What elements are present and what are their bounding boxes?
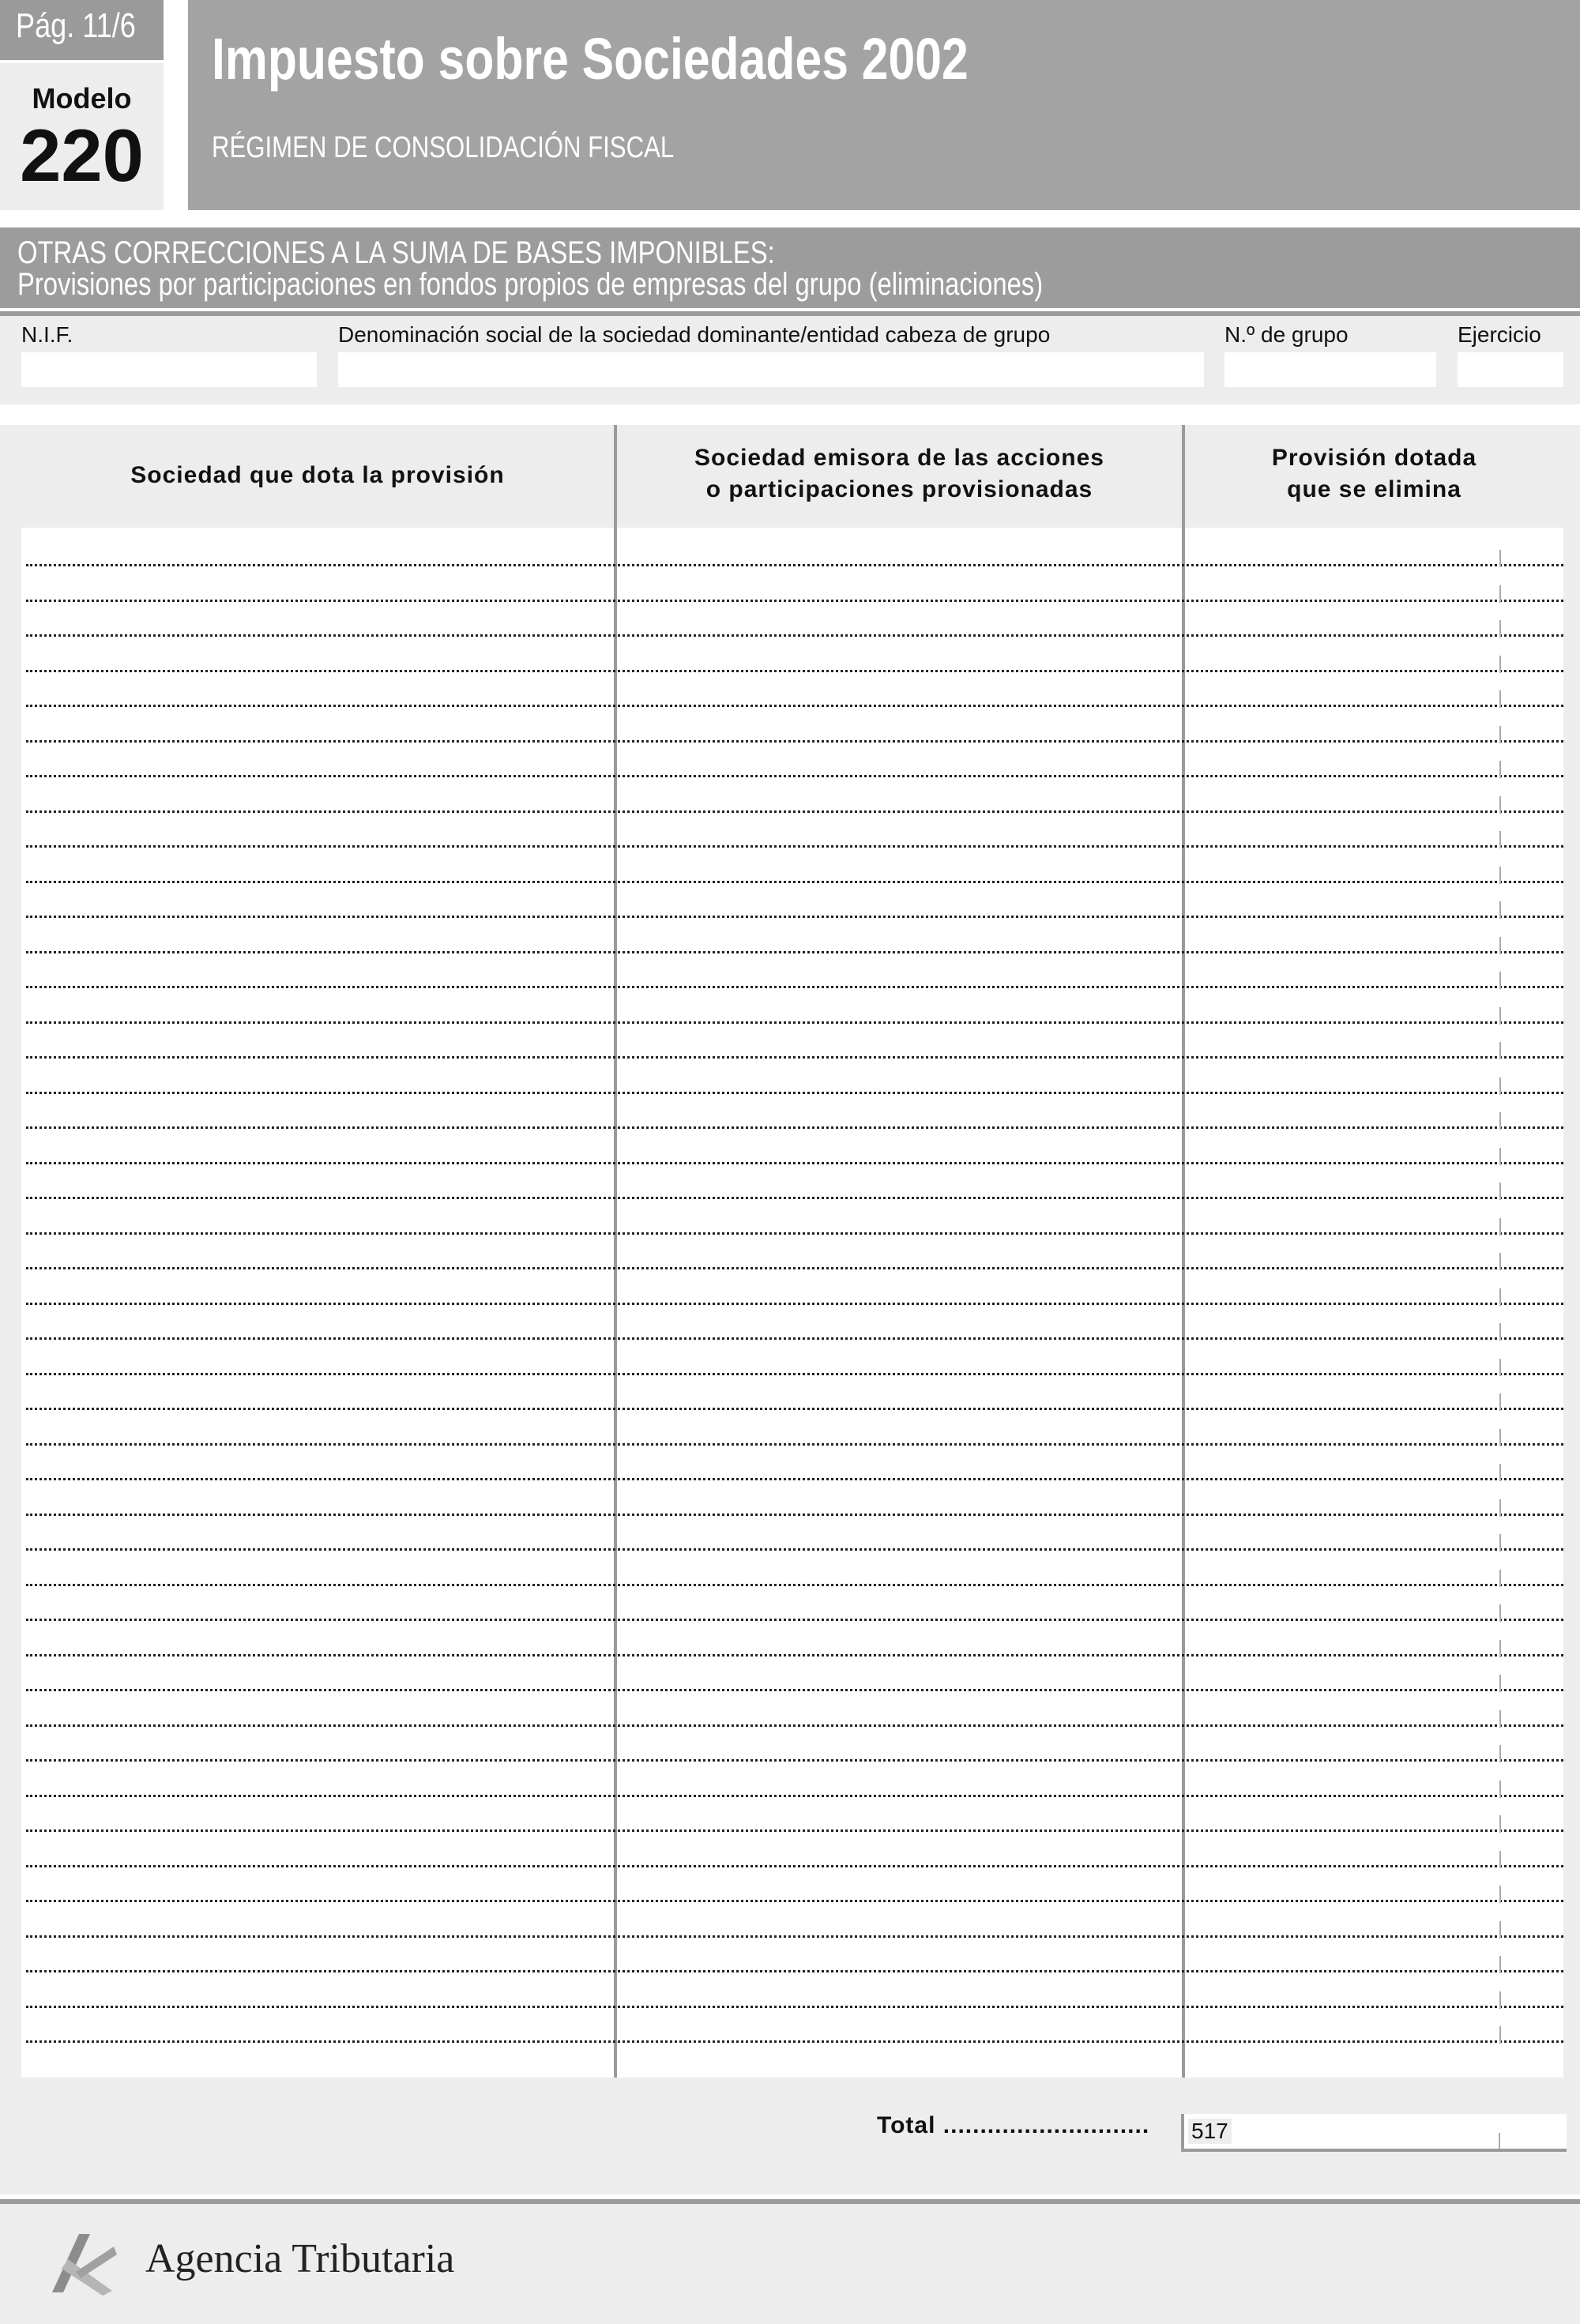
agency-logo-icon <box>44 2228 120 2299</box>
decimal-tick <box>1499 1640 1501 1657</box>
agency-name: Agencia Tributaria <box>145 2236 455 2281</box>
decimal-tick <box>1499 937 1501 954</box>
entry-row[interactable] <box>26 1689 1563 1691</box>
entry-row[interactable] <box>26 740 1563 743</box>
col-header-line: que se elimina <box>1287 476 1462 502</box>
decimal-tick <box>1499 1323 1501 1341</box>
entry-row[interactable] <box>26 1514 1563 1516</box>
decimal-tick <box>1499 690 1501 708</box>
entry-row[interactable] <box>26 1021 1563 1024</box>
total-field[interactable] <box>1181 2114 1567 2152</box>
entry-row[interactable] <box>26 1443 1563 1446</box>
ejercicio-field[interactable] <box>1458 352 1563 387</box>
decimal-tick <box>1499 1148 1501 1165</box>
entry-row[interactable] <box>26 1724 1563 1727</box>
entry-row[interactable] <box>26 1408 1563 1410</box>
form-subtitle: RÉGIMEN DE CONSOLIDACIÓN FISCAL <box>212 131 675 164</box>
nif-label: N.I.F. <box>21 322 73 347</box>
decimal-tick <box>1499 550 1501 567</box>
entry-row[interactable] <box>26 986 1563 988</box>
col-header-line: o participaciones provisionadas <box>705 476 1093 502</box>
decimal-tick <box>1499 867 1501 884</box>
decimal-tick <box>1499 1429 1501 1446</box>
entry-row[interactable] <box>26 1759 1563 1762</box>
decimal-tick <box>1499 1781 1501 1798</box>
decimal-tick <box>1499 1745 1501 1762</box>
entry-row[interactable] <box>26 1478 1563 1480</box>
entry-row[interactable] <box>26 881 1563 883</box>
decimal-tick <box>1499 1570 1501 1587</box>
page-number: Pág. 11/6 <box>16 6 136 45</box>
decimal-tick <box>1499 1253 1501 1270</box>
total-box-code: 517 <box>1188 2119 1232 2144</box>
entry-row[interactable] <box>26 1337 1563 1340</box>
section-subtitle: Provisiones por participaciones en fondos propios de empresas del grupo (eliminaciones) <box>17 267 1044 302</box>
decimal-tick <box>1499 1815 1501 1833</box>
entry-row[interactable] <box>26 2040 1563 2043</box>
denominacion-field[interactable] <box>338 352 1204 387</box>
col-header-line: Sociedad emisora de las acciones <box>694 445 1104 471</box>
entry-row[interactable] <box>26 1373 1563 1375</box>
entry-row[interactable] <box>26 1970 1563 1972</box>
decimal-tick <box>1499 1077 1501 1095</box>
decimal-tick <box>1499 1218 1501 1235</box>
entry-row[interactable] <box>26 1197 1563 1199</box>
decimal-tick <box>1499 1886 1501 1903</box>
decimal-tick <box>1499 901 1501 919</box>
entry-row[interactable] <box>26 1795 1563 1797</box>
nif-field[interactable] <box>21 352 317 387</box>
ejercicio-label: Ejercicio <box>1458 322 1541 347</box>
grupo-label: N.º de grupo <box>1224 322 1349 347</box>
entry-row[interactable] <box>26 1126 1563 1129</box>
entry-row[interactable] <box>26 775 1563 777</box>
decimal-tick <box>1499 796 1501 814</box>
grupo-field[interactable] <box>1224 352 1436 387</box>
decimal-tick <box>1499 2026 1501 2044</box>
entry-row[interactable] <box>26 564 1563 566</box>
decimal-tick <box>1499 1007 1501 1025</box>
decimal-tick <box>1499 1112 1501 1130</box>
total-label: Total ............................ <box>877 2112 1150 2138</box>
decimal-tick <box>1499 972 1501 989</box>
entry-row[interactable] <box>26 600 1563 602</box>
decimal-tick <box>1499 1851 1501 1868</box>
decimal-tick <box>1499 1956 1501 1973</box>
decimal-tick <box>1499 2133 1500 2149</box>
entry-row[interactable] <box>26 1654 1563 1657</box>
entry-row[interactable] <box>26 1162 1563 1164</box>
decimal-tick <box>1499 1464 1501 1481</box>
entry-row[interactable] <box>26 1092 1563 1094</box>
decimal-tick <box>1499 1921 1501 1939</box>
entry-row[interactable] <box>26 845 1563 848</box>
decimal-tick <box>1499 1534 1501 1551</box>
section-title: OTRAS CORRECCIONES A LA SUMA DE BASES IMPONIBLES: <box>17 235 775 270</box>
decimal-tick <box>1499 726 1501 743</box>
col-header-sociedad-emisora <box>617 442 1182 506</box>
decimal-tick <box>1499 1359 1501 1376</box>
entry-row[interactable] <box>26 1303 1563 1305</box>
decimal-tick <box>1499 1183 1501 1200</box>
decimal-tick <box>1499 1499 1501 1517</box>
entry-row[interactable] <box>26 705 1563 707</box>
decimal-tick <box>1499 1604 1501 1622</box>
entry-row[interactable] <box>26 916 1563 918</box>
col-header-sociedad-dota: Sociedad que dota la provisión <box>130 462 505 488</box>
entry-row[interactable] <box>26 634 1563 637</box>
decimal-tick <box>1499 1393 1501 1411</box>
decimal-tick <box>1499 1991 1501 2009</box>
entry-row[interactable] <box>26 1900 1563 1902</box>
decimal-tick <box>1499 1675 1501 1692</box>
decimal-tick <box>1499 656 1501 673</box>
entry-row[interactable] <box>26 1548 1563 1551</box>
modelo-label: Modelo <box>32 82 132 115</box>
decimal-tick <box>1499 585 1501 603</box>
entry-row[interactable] <box>26 1056 1563 1059</box>
entry-row[interactable] <box>26 1865 1563 1867</box>
entry-row[interactable] <box>26 810 1563 813</box>
entry-row[interactable] <box>26 2006 1563 2008</box>
decimal-tick <box>1499 1288 1501 1306</box>
decimal-tick <box>1499 761 1501 778</box>
entry-row[interactable] <box>26 1232 1563 1235</box>
form-title: Impuesto sobre Sociedades 2002 <box>212 26 969 92</box>
entry-row[interactable] <box>26 1829 1563 1832</box>
entry-row[interactable] <box>26 1935 1563 1938</box>
decimal-tick <box>1499 831 1501 848</box>
decimal-tick <box>1499 620 1501 637</box>
entry-row[interactable] <box>26 1584 1563 1586</box>
decimal-tick <box>1499 1042 1501 1059</box>
denominacion-label: Denominación social de la sociedad dominante/entidad cabeza de grupo <box>338 322 1051 347</box>
entry-row[interactable] <box>26 1619 1563 1621</box>
col-header-line: Provisión dotada <box>1271 445 1477 471</box>
entry-row[interactable] <box>26 951 1563 953</box>
modelo-number: 220 <box>20 114 144 197</box>
decimal-tick <box>1499 1710 1501 1728</box>
entry-row[interactable] <box>26 1267 1563 1269</box>
col-header-provision <box>1185 442 1563 506</box>
entry-row[interactable] <box>26 670 1563 672</box>
